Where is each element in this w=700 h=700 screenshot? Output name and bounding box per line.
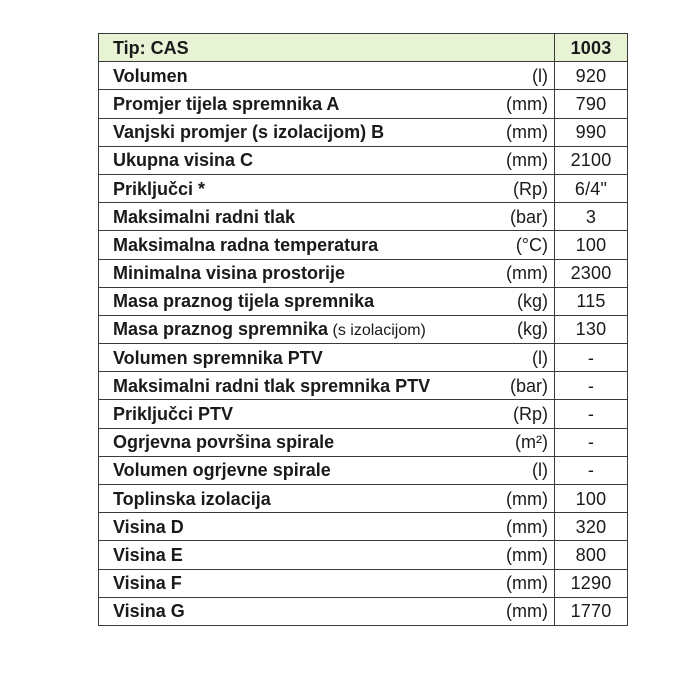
value-cell: 790 xyxy=(555,90,628,118)
parameter-wrap xyxy=(113,574,548,592)
parameter-name xyxy=(113,461,331,479)
value-cell: 100 xyxy=(555,231,628,259)
table-row xyxy=(99,372,628,400)
table-row xyxy=(99,146,628,174)
parameter-cell xyxy=(99,485,555,513)
parameter-cell xyxy=(99,231,555,259)
parameter-name xyxy=(113,546,183,564)
parameter-cell xyxy=(99,62,555,90)
value-cell: 1770 xyxy=(555,597,628,625)
parameter-name-text: Promjer tijela spremnika A xyxy=(113,93,340,114)
unit-label: (Rp) xyxy=(513,404,548,425)
unit-label: (mm) xyxy=(506,93,548,114)
parameter-wrap xyxy=(113,67,548,85)
parameter-name xyxy=(113,123,384,141)
parameter-name-text: Minimalna visina prostorije xyxy=(113,263,346,284)
unit-label: (l) xyxy=(532,460,548,481)
unit-label: (kg) xyxy=(517,319,548,340)
parameter-name xyxy=(113,405,233,423)
parameter-wrap xyxy=(113,518,548,536)
value-cell: 115 xyxy=(555,287,628,315)
parameter-name xyxy=(113,208,295,226)
unit-label: (mm) xyxy=(506,122,548,143)
parameter-name-text: Ogrjevna površina spirale xyxy=(113,432,335,453)
unit-label: (mm) xyxy=(506,601,548,622)
value-cell: 990 xyxy=(555,118,628,146)
parameter-cell xyxy=(99,90,555,118)
parameter-wrap xyxy=(113,546,548,564)
parameter-wrap xyxy=(113,405,548,423)
table-row xyxy=(99,62,628,90)
value-cell: - xyxy=(555,400,628,428)
parameter-name xyxy=(113,264,345,282)
parameter-cell xyxy=(99,146,555,174)
parameter-name-text: Priključci * xyxy=(113,178,206,199)
parameter-wrap xyxy=(113,320,548,339)
parameter-wrap xyxy=(113,602,548,620)
parameter-name-text: Masa praznog tijela spremnika xyxy=(113,291,375,312)
table-row xyxy=(99,315,628,343)
parameter-cell xyxy=(99,174,555,202)
parameter-name xyxy=(113,574,182,592)
parameter-name xyxy=(113,320,426,339)
parameter-cell xyxy=(99,569,555,597)
parameter-name xyxy=(113,490,271,508)
parameter-name xyxy=(113,67,188,85)
value-cell: 800 xyxy=(555,541,628,569)
parameter-cell xyxy=(99,513,555,541)
table-row xyxy=(99,203,628,231)
unit-label: (l) xyxy=(532,347,548,368)
spec-table-body xyxy=(99,34,628,626)
value-cell: 130 xyxy=(555,315,628,343)
parameter-cell xyxy=(99,456,555,484)
unit-label: (kg) xyxy=(517,291,548,312)
parameter-name-text: Priključci PTV xyxy=(113,404,234,425)
parameter-cell xyxy=(99,400,555,428)
parameter-wrap xyxy=(113,349,548,367)
parameter-name xyxy=(113,433,334,451)
unit-label: (Rp) xyxy=(513,178,548,199)
value-cell: 100 xyxy=(555,485,628,513)
table-row xyxy=(99,428,628,456)
value-cell: 920 xyxy=(555,62,628,90)
parameter-wrap xyxy=(113,264,548,282)
parameter-name xyxy=(113,518,184,536)
table-row xyxy=(99,400,628,428)
table-row xyxy=(99,90,628,118)
parameter-name xyxy=(113,180,205,198)
table-row xyxy=(99,513,628,541)
table-row xyxy=(99,485,628,513)
value-cell: - xyxy=(555,344,628,372)
spec-table xyxy=(98,33,628,626)
table-row xyxy=(99,456,628,484)
value-cell: 3 xyxy=(555,203,628,231)
parameter-wrap xyxy=(113,377,548,395)
parameter-wrap xyxy=(113,95,548,113)
value-cell: - xyxy=(555,428,628,456)
unit-label: (m²) xyxy=(515,432,548,453)
unit-label: (°C) xyxy=(515,234,548,255)
parameter-cell xyxy=(99,315,555,343)
parameter-wrap xyxy=(113,123,548,141)
unit-label: (l) xyxy=(532,65,548,86)
parameter-cell xyxy=(99,597,555,625)
value-cell: 320 xyxy=(555,513,628,541)
parameter-name-text: Volumen spremnika PTV xyxy=(113,347,323,368)
parameter-name-text: Volumen ogrjevne spirale xyxy=(113,460,331,481)
parameter-cell xyxy=(99,541,555,569)
parameter-wrap xyxy=(113,433,548,451)
table-row xyxy=(99,174,628,202)
unit-label: (mm) xyxy=(506,544,548,565)
table-row xyxy=(99,118,628,146)
parameter-wrap xyxy=(113,292,548,310)
value-cell: - xyxy=(555,456,628,484)
parameter-name-text: Maksimalni radni tlak xyxy=(113,206,296,227)
parameter-name-text: Vanjski promjer (s izolacijom) B xyxy=(113,122,385,143)
value-cell: 1290 xyxy=(555,569,628,597)
table-row xyxy=(99,287,628,315)
table-row xyxy=(99,259,628,287)
parameter-name-text: Visina F xyxy=(113,573,182,594)
parameter-wrap xyxy=(113,208,548,226)
table-row xyxy=(99,597,628,625)
unit-label: (mm) xyxy=(506,488,548,509)
table-row xyxy=(99,231,628,259)
value-cell: 2300 xyxy=(555,259,628,287)
parameter-wrap xyxy=(113,151,548,169)
table-row xyxy=(99,344,628,372)
parameter-wrap xyxy=(113,461,548,479)
value-cell: 6/4" xyxy=(555,174,628,202)
parameter-wrap xyxy=(113,490,548,508)
type-label: Tip: CAS xyxy=(99,34,555,62)
parameter-name-text: Ukupna visina C xyxy=(113,150,254,171)
model-number: 1003 xyxy=(555,34,628,62)
parameter-name-text: Toplinska izolacija xyxy=(113,488,271,509)
value-cell: 2100 xyxy=(555,146,628,174)
parameter-cell xyxy=(99,428,555,456)
unit-label: (bar) xyxy=(509,375,548,396)
parameter-cell xyxy=(99,287,555,315)
parameter-name-text: Maksimalni radni tlak spremnika PTV xyxy=(113,375,431,396)
parameter-name xyxy=(113,602,185,620)
parameter-suffix: (s izolacijom) xyxy=(328,321,426,339)
parameter-cell xyxy=(99,259,555,287)
parameter-name xyxy=(113,377,430,395)
parameter-cell xyxy=(99,344,555,372)
parameter-name-text: Masa praznog spremnika xyxy=(113,318,329,339)
unit-label: (mm) xyxy=(506,516,548,537)
table-header-row xyxy=(99,34,628,62)
unit-label: (mm) xyxy=(506,150,548,171)
parameter-name-text: Visina D xyxy=(113,516,184,537)
parameter-name-text: Volumen xyxy=(113,65,188,86)
value-cell: - xyxy=(555,372,628,400)
parameter-wrap xyxy=(113,180,548,198)
parameter-name xyxy=(113,292,374,310)
parameter-cell xyxy=(99,118,555,146)
table-row xyxy=(99,569,628,597)
parameter-name xyxy=(113,349,323,367)
parameter-name xyxy=(113,95,339,113)
parameter-cell xyxy=(99,372,555,400)
parameter-name-text: Visina E xyxy=(113,544,183,565)
unit-label: (mm) xyxy=(506,263,548,284)
parameter-wrap xyxy=(113,236,548,254)
unit-label: (mm) xyxy=(506,573,548,594)
parameter-name xyxy=(113,151,253,169)
parameter-name-text: Maksimalna radna temperatura xyxy=(113,234,379,255)
unit-label: (bar) xyxy=(509,206,548,227)
parameter-name-text: Visina G xyxy=(113,601,185,622)
parameter-cell xyxy=(99,203,555,231)
table-row xyxy=(99,541,628,569)
parameter-name xyxy=(113,236,378,254)
